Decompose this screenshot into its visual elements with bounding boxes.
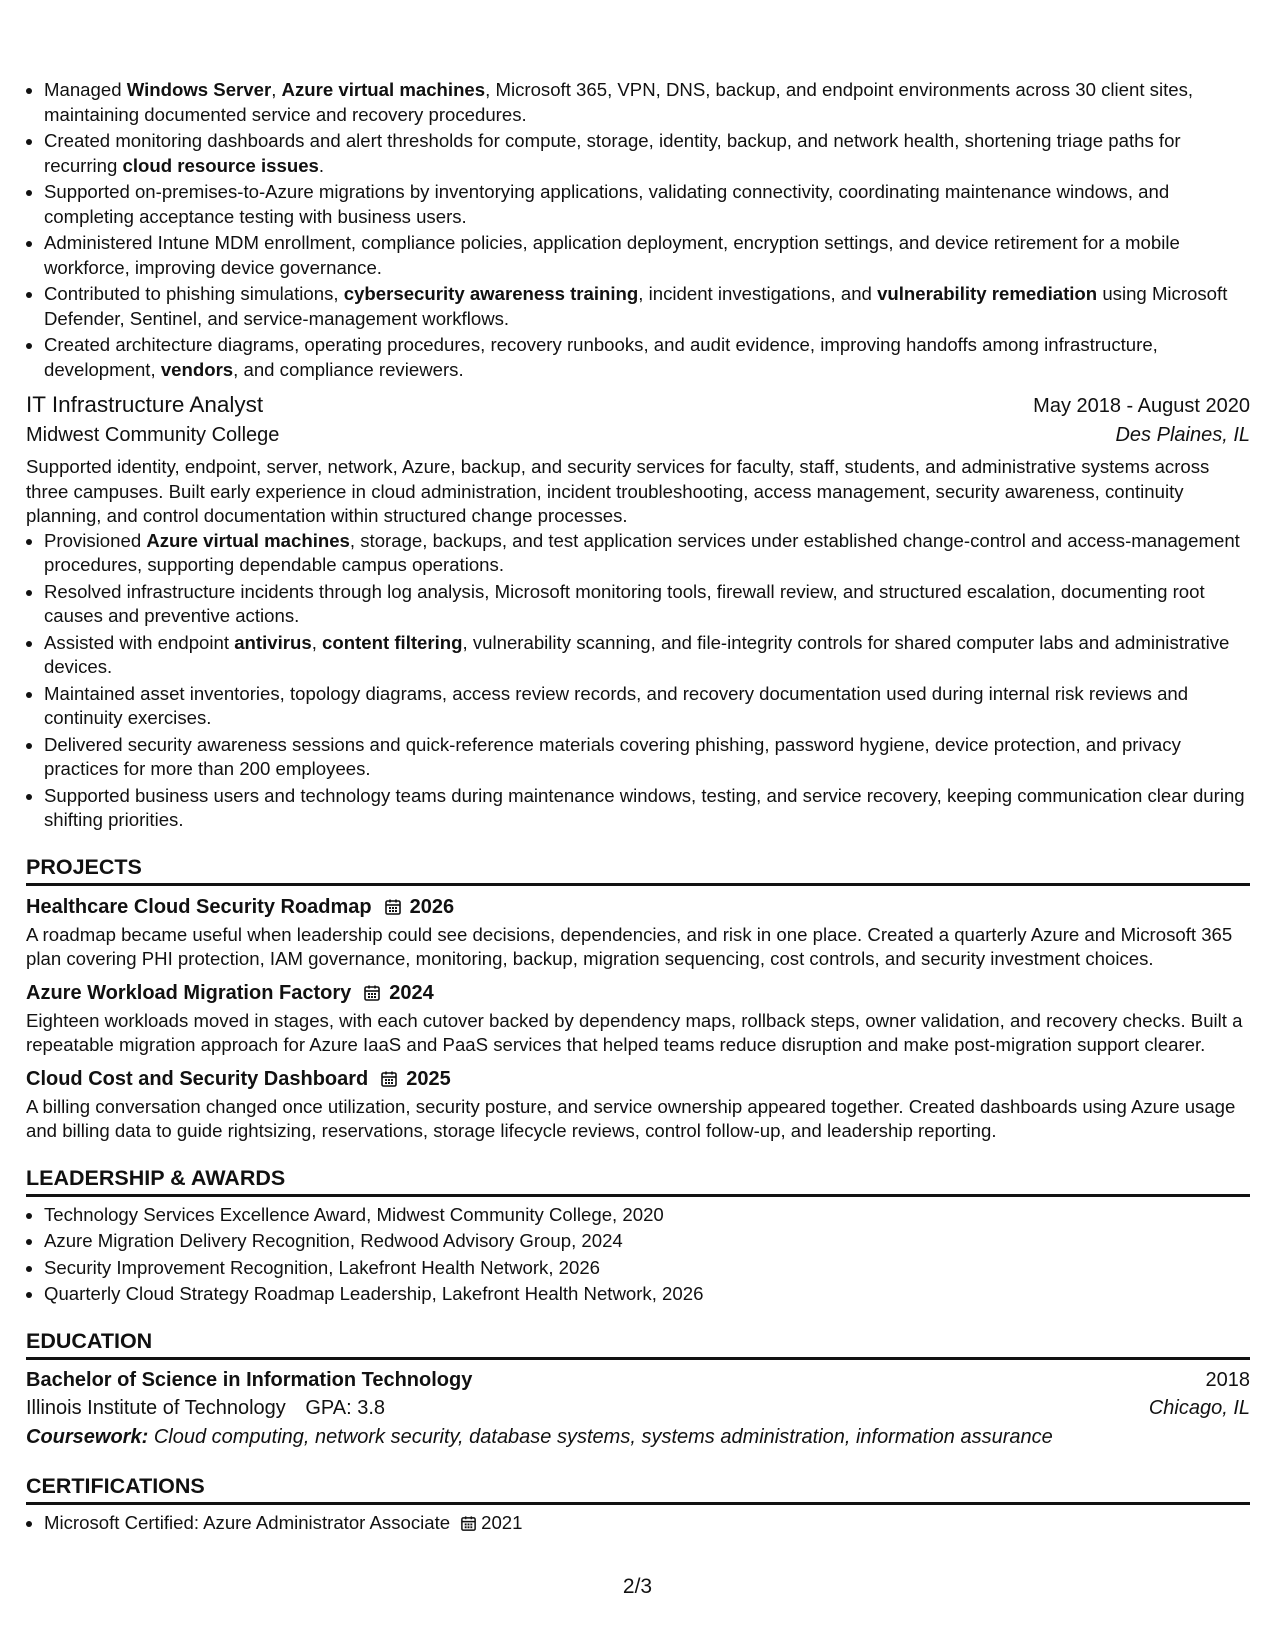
bullet-bold-text: Windows Server (126, 79, 272, 100)
bullet-item (44, 580, 1250, 629)
project-item (26, 980, 1250, 1058)
project-item (26, 1066, 1250, 1144)
project-title: Cloud Cost and Security Dashboard (26, 1067, 369, 1090)
calendar-icon (380, 1070, 398, 1088)
bullet-text: , storage, backups, and test application services under established change-control and access-management procedures, supporting dependable campus operations. (44, 529, 1240, 575)
certification-year: 2021 (481, 1511, 523, 1533)
bullet-text: , Microsoft 365, VPN, DNS, backup, and endpoint environments across 30 client sites, maintaining documented service and recovery procedures. (44, 79, 1194, 125)
bullet-item (44, 180, 1250, 229)
job-organization: Midwest Community College (26, 424, 280, 446)
job-dates: May 2018 - August 2020 (1033, 395, 1250, 417)
bullet-bold-text: cybersecurity awareness training (343, 283, 639, 304)
bullet-item (44, 129, 1250, 178)
project-title: Healthcare Cloud Security Roadmap (26, 895, 372, 918)
education-school-row (26, 1394, 1250, 1422)
bullet-item (44, 282, 1250, 331)
coursework-text: Cloud computing, network security, database systems, systems administration, information assurance (153, 1425, 1053, 1448)
bullet-item (44, 529, 1250, 578)
bullet-bold-text: Azure virtual machines (281, 79, 486, 100)
project-year: 2025 (406, 1067, 451, 1090)
education-year: 2018 (1205, 1368, 1250, 1391)
bullet-item (44, 78, 1250, 127)
certification-name: Microsoft Certified: Azure Administrator Associate (44, 1511, 451, 1533)
resume-content (26, 78, 1250, 1537)
bullet-text: Managed (44, 79, 127, 100)
bullet-bold-text: vendors (160, 358, 234, 380)
bullet-text: . (318, 154, 325, 176)
bullet-item (44, 631, 1250, 680)
job-location: Des Plaines, IL (1115, 424, 1250, 446)
awards-heading: LEADERSHIP & AWARDS (26, 1164, 1250, 1197)
projects-heading: PROJECTS (26, 853, 1250, 886)
education-degree-row (26, 1366, 1250, 1394)
education-heading: EDUCATION (26, 1327, 1250, 1360)
bullet-text: Administered Intune MDM enrollment, compliance policies, application deployment, encryption settings, and device retirement for a mobile workforce, improving device governance. (44, 232, 1180, 278)
bullet-item (44, 733, 1250, 782)
bullet-item (44, 784, 1250, 833)
education-degree: Bachelor of Science in Information Technology (26, 1368, 473, 1391)
bullet-text: , incident investigations, and (638, 283, 878, 304)
job-title: IT Infrastructure Analyst (26, 392, 264, 417)
previous-job-bullets (26, 78, 1250, 382)
certification-item (44, 1511, 1250, 1536)
calendar-icon (384, 898, 402, 916)
awards-list (26, 1203, 1250, 1307)
award-item: • Technology Services Excellence Award, Midwest Community College, 2020 (44, 1203, 1250, 1228)
bullet-text: Resolved infrastructure incidents through log analysis, Microsoft monitoring tools, firewall review, and structured escalation, documenting root causes and preventive actions. (44, 580, 1205, 626)
award-item: • Security Improvement Recognition, Lakefront Health Network, 2026 (44, 1256, 1250, 1281)
bullet-text: Created architecture diagrams, operating procedures, recovery runbooks, and audit evidence, improving handoffs among infrastructure, development, (44, 334, 1158, 380)
project-description: A billing conversation changed once utilization, security posture, and service ownership appeared together. Created dashboards using Azure usage and billing data to guide rightsizing, reservations, storage lifecycle reviews, control follow-up, and leadership reporting. (26, 1095, 1236, 1141)
bullet-text: using Microsoft Defender, Sentinel, and service-management workflows. (44, 283, 1228, 329)
certifications-heading: CERTIFICATIONS (26, 1472, 1250, 1505)
project-title: Azure Workload Migration Factory (26, 981, 352, 1004)
education-coursework (26, 1422, 1250, 1452)
award-item: • Azure Migration Delivery Recognition, Redwood Advisory Group, 2024 (44, 1229, 1250, 1254)
bullet-bold-text: Azure virtual machines (146, 529, 350, 551)
calendar-icon (460, 1515, 477, 1532)
bullet-text: , vulnerability scanning, and file-integrity controls for shared computer labs and administrative devices. (44, 631, 1230, 677)
bullet-text: Provisioned (44, 529, 147, 551)
bullet-text: Created monitoring dashboards and alert thresholds for compute, storage, identity, backup, and network health, shortening triage paths for recurring (44, 130, 1181, 176)
bullet-text: Assisted with endpoint (44, 631, 235, 653)
bullet-text: Supported on-premises-to-Azure migrations by inventorying applications, validating connectivity, coordinating maintenance windows, and completing acceptance testing with business users. (44, 181, 1170, 227)
coursework-label: Coursework: (26, 1425, 149, 1448)
bullet-bold-text: content filtering (322, 631, 463, 653)
bullet-text: Delivered security awareness sessions and quick-reference materials covering phishing, password hygiene, device protection, and privacy practices for more than 200 employees. (44, 733, 1181, 779)
bullet-text: , (311, 631, 323, 653)
job-org-row (26, 421, 1250, 449)
certifications-list (26, 1511, 1250, 1536)
project-year: 2026 (409, 895, 455, 918)
bullet-bold-text: vulnerability remediation (877, 283, 1098, 304)
bullet-item (44, 682, 1250, 731)
project-item (26, 894, 1250, 972)
education-school: Illinois Institute of Technology (26, 1396, 286, 1419)
bullet-text: , and compliance reviewers. (233, 358, 464, 380)
job-bullets (26, 529, 1250, 833)
bullet-text: Supported business users and technology teams during maintenance windows, testing, and service recovery, keeping communication clear during shifting priorities. (44, 784, 1245, 830)
bullet-text: Contributed to phishing simulations, (44, 283, 344, 304)
job-description: Supported identity, endpoint, server, network, Azure, backup, and security services for faculty, staff, students, and administrative systems across three campuses. Built early experience in cloud administration, incident troubleshooting, access management, security awareness, continuity planning, and control documentation within structured change processes. (26, 456, 1210, 526)
bullet-item (44, 333, 1250, 382)
bullet-item (44, 231, 1250, 280)
page-number: 2/3 (622, 1575, 653, 1598)
calendar-icon (363, 984, 381, 1002)
education-gpa: GPA: 3.8 (305, 1396, 386, 1419)
bullet-bold-text: antivirus (234, 631, 312, 653)
bullet-text: Maintained asset inventories, topology diagrams, access review records, and recovery documentation used during internal risk reviews and continuity exercises. (44, 682, 1189, 728)
project-year: 2024 (389, 981, 434, 1004)
project-description: Eighteen workloads moved in stages, with each cutover backed by dependency maps, rollback steps, owner validation, and recovery checks. Built a repeatable migration approach for Azure IaaS and PaaS services that helped teams reduce disruption and make post-migration support clearer. (26, 1009, 1243, 1055)
education-location: Chicago, IL (1148, 1396, 1250, 1419)
bullet-bold-text: cloud resource issues (122, 154, 319, 176)
bullet-text: , (271, 79, 282, 100)
award-item: • Quarterly Cloud Strategy Roadmap Leadership, Lakefront Health Network, 2026 (44, 1282, 1250, 1307)
project-description: A roadmap became useful when leadership could see decisions, dependencies, and risk in one place. Created a quarterly Azure and Microsoft 365 plan covering PHI protection, IAM governance, monitoring, backup, migration sequencing, cost controls, and security investment choices. (26, 923, 1233, 969)
projects-list (26, 894, 1250, 1144)
job-header (26, 390, 1250, 421)
